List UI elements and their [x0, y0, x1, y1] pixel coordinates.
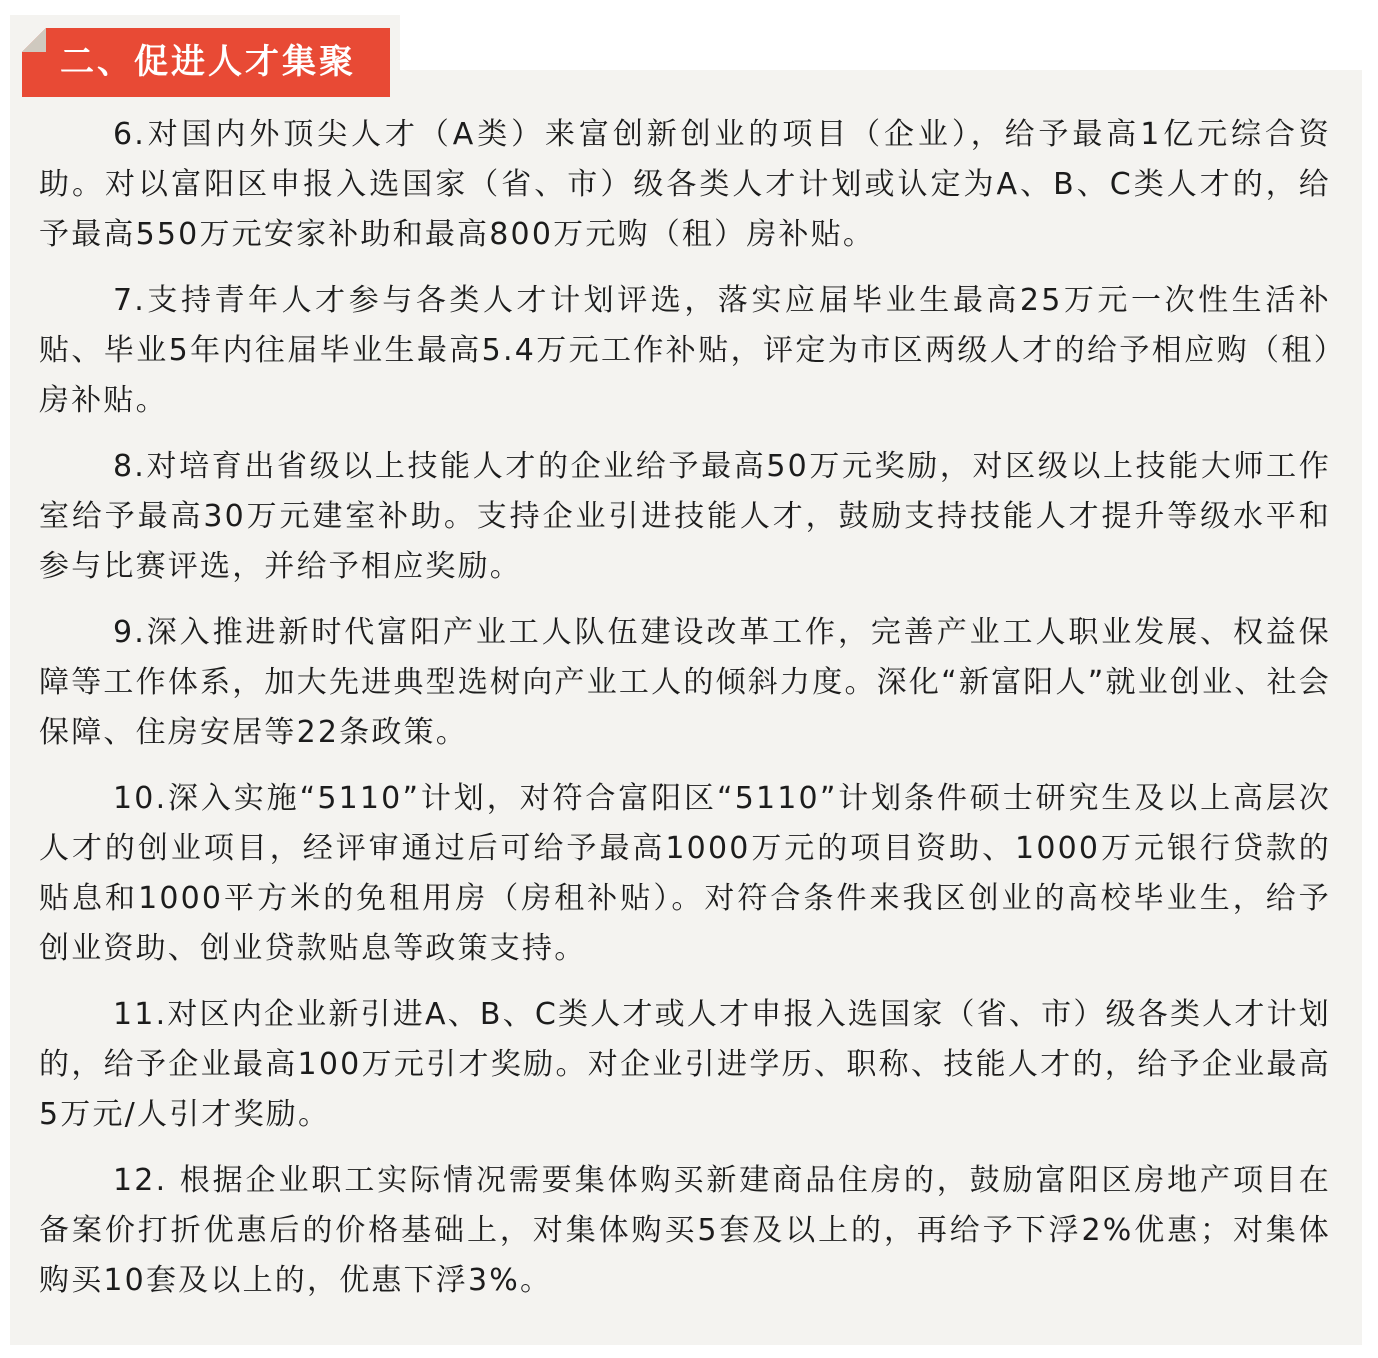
panel-notch [400, 15, 1362, 70]
policy-item-9: 9.深入推进新时代富阳产业工人队伍建设改革工作，完善产业工人职业发展、权益保障等工作体系，加大先进典型选树向产业工人的倾斜力度。深化“新富阳人”就业创业、社会保障、住房安居等22条政策。 [39, 615, 1331, 750]
policy-item-12: 12. 根据企业职工实际情况需要集体购买新建商品住房的，鼓励富阳区房地产项目在备案价打折优惠后的价格基础上，对集体购买5套及以上的，再给予下浮2%优惠；对集体购买10套及以上的，优惠下浮3%。 [39, 1163, 1331, 1298]
policy-item-6: 6.对国内外顶尖人才（A类）来富创新创业的项目（企业），给予最高1亿元综合资助。对以富阳区申报入选国家（省、市）级各类人才计划或认定为A、B、C类人才的，给予最高550万元安家补助和最高800万元购（租）房补贴。 [39, 117, 1331, 252]
policy-item-10: 10.深入实施“5110”计划，对符合富阳区“5110”计划条件硕士研究生及以上高层次人才的创业项目，经评审通过后可给予最高1000万元的项目资助、1000万元银行贷款的贴息和1000平方米的免租用房（房租补贴）。对符合条件来我区创业的高校毕业生，给予创业资助、创业贷款贴息等政策支持。 [39, 781, 1331, 966]
policy-list [39, 110, 1331, 1322]
policy-item-7: 7.支持青年人才参与各类人才计划评选，落实应届毕业生最高25万元一次性生活补贴、毕业5年内往届毕业生最高5.4万元工作补贴，评定为市区两级人才的给予相应购（租）房补贴。 [39, 283, 1331, 418]
section-title: 二、促进人才集聚 [60, 42, 356, 82]
policy-item-11: 11.对区内企业新引进A、B、C类人才或人才申报入选国家（省、市）级各类人才计划的，给予企业最高100万元引才奖励。对企业引进学历、职称、技能人才的，给予企业最高5万元/人引才奖励。 [39, 997, 1331, 1132]
policy-item-8: 8.对培育出省级以上技能人才的企业给予最高50万元奖励，对区级以上技能大师工作室给予最高30万元建室补助。支持企业引进技能人才，鼓励支持技能人才提升等级水平和参与比赛评选，并给予相应奖励。 [39, 449, 1331, 584]
